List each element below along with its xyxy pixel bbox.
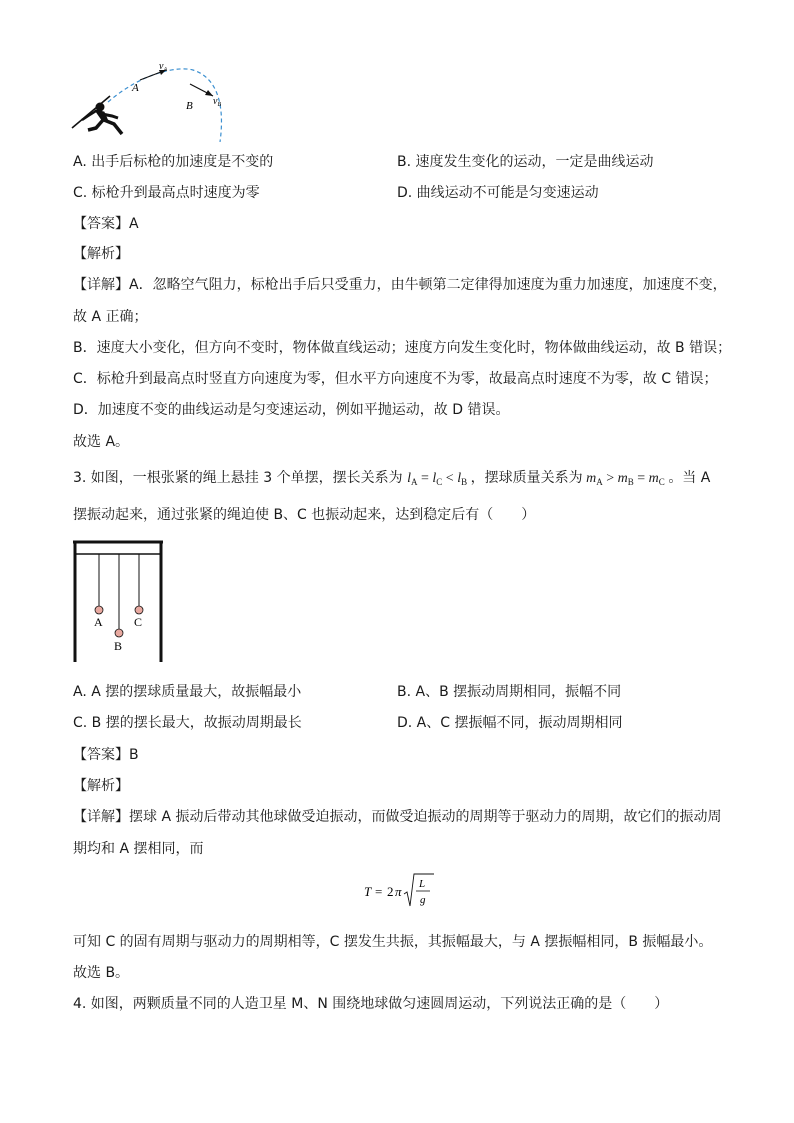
mass-relation: $m_A > m_B = m_C$ [586,471,665,487]
q3-conclusion: 故选 B。 [73,965,130,981]
svg-text:T: T [364,884,372,899]
label-b: B [114,639,123,653]
q2-option-d: D. 曲线运动不可能是匀变速运动 [397,185,599,201]
q3-stem-line-1 [73,467,710,487]
detail-text: 摆球 A 振动后带动其他球做受迫振动，而做受迫振动的周期等于驱动力的周期，故它们的振动周 [129,809,722,825]
answer-tag: 【答案】 [73,216,129,232]
svg-text:L: L [419,878,426,890]
detail-tag: 【详解】 [73,277,129,293]
svg-text:=: = [375,884,383,899]
q2-detail-b: B．速度大小变化，但方向不变时，物体做直线运动；速度方向发生变化时，物体做曲线运动，故 B 错误； [73,340,732,356]
q2-option-c: C. 标枪升到最高点时速度为零 [73,185,260,201]
q3-analysis-tag: 【解析】 [73,778,129,794]
bob-a [95,606,103,614]
formula-svg [362,872,442,912]
q4-stem: 4. 如图，两颗质量不同的人造卫星 M、N 围绕地球做匀速圆周运动，下列说法正确的是（ ） [73,996,669,1012]
pendulum-figure [70,538,168,664]
label-c: C [134,615,143,629]
label-vb: $v_B$ [213,96,222,108]
svg-text:g: g [420,894,426,906]
q2-answer [73,213,139,233]
label-b: B [186,100,193,112]
q3-option-c: C. B 摆的摆长最大，故振动周期最长 [73,715,302,731]
q2-conclusion: 故选 A。 [73,434,130,450]
bob-c [135,606,143,614]
length-relation: $l_A = l_C < l_B$ [407,471,468,487]
q3-detail-2: 期均和 A 摆相同，而 [73,841,204,857]
velocity-arrow-b [190,84,213,96]
answer-tag: 【答案】 [73,747,129,763]
q2-option-b: B. 速度发生变化的运动，一定是曲线运动 [397,154,654,170]
q2-option-a: A. 出手后标枪的加速度是不变的 [73,154,274,170]
q3-detail-3: 可知 C 的固有周期与驱动力的周期相等，C 摆发生共振，其振幅最大，与 A 摆振幅相同，B 振幅最小。 [73,934,713,950]
q3-stem-line-2: 摆振动起来，通过张紧的绳迫使 B、C 也振动起来，达到稳定后有（ ） [73,507,536,523]
q3-option-a: A. A 摆的摆球质量最大，故振幅最小 [73,684,302,700]
q3-stem-mid: ，摆球质量关系为 [470,470,583,486]
svg-text:π: π [395,884,402,899]
detail-tag: 【详解】 [73,809,129,825]
detail-text: A．忽略空气阻力，标枪出手后只受重力，由牛顿第二定律得加速度为重力加速度，加速度不变， [129,277,727,293]
q2-detail-a-1 [73,274,727,294]
athlete-icon [72,96,122,134]
label-a: A [94,615,103,629]
q2-detail-c: C．标枪升到最高点时竖直方向速度为零，但水平方向速度不为零，故最高点时速度不为零，故 C 错误； [73,371,718,387]
javelin-figure [68,58,238,142]
answer-value: B [129,747,139,763]
q3-option-b: B. A、B 摆振动周期相同，振幅不同 [397,684,622,700]
q3-detail-1 [73,806,721,826]
q2-detail-d: D．加速度不变的曲线运动是匀变速运动，例如平抛运动，故 D 错误。 [73,402,510,418]
trajectory-curve [108,69,221,142]
q3-option-d: D. A、C 摆振幅不同，振动周期相同 [397,715,623,731]
label-a: A [132,82,139,94]
answer-value: A [129,216,139,232]
bob-b [115,629,123,637]
q3-stem-prefix: 3. 如图，一根张紧的绳上悬挂 3 个单摆，摆长关系为 [73,470,403,486]
label-va: $v_A$ [159,61,168,73]
q2-detail-a-2: 故 A 正确； [73,309,148,325]
svg-text:2: 2 [387,884,394,899]
q2-analysis-tag: 【解析】 [73,246,129,262]
q3-stem-suffix: 。当 A [668,470,711,486]
q3-answer [73,744,139,764]
period-formula [362,872,442,916]
